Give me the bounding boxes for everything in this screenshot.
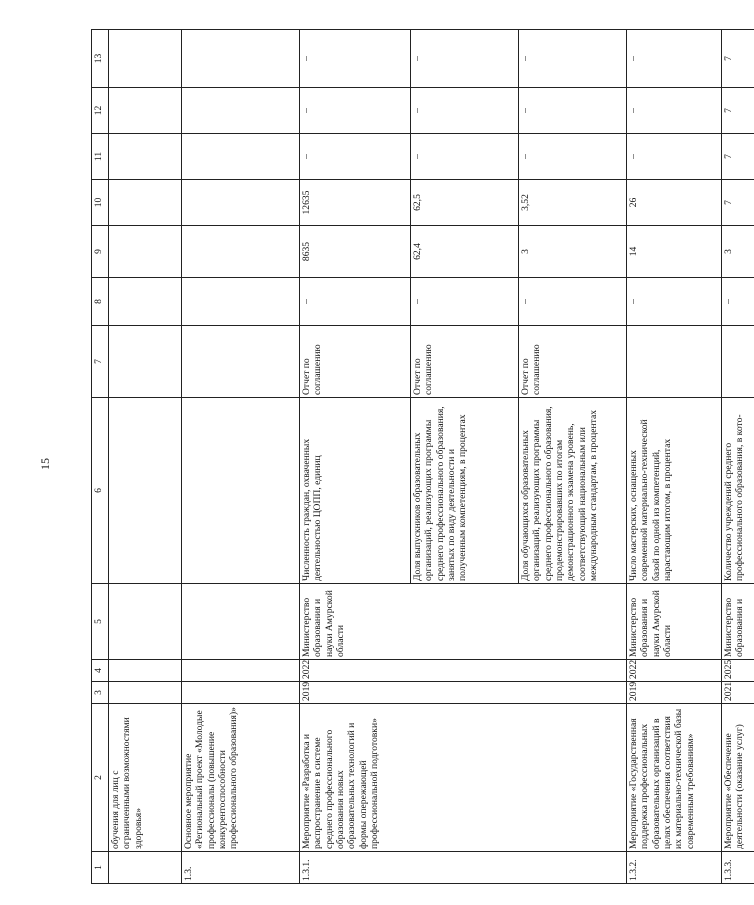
value: 7 <box>722 134 754 180</box>
value: 7 <box>722 180 754 226</box>
table-row <box>109 30 182 884</box>
header-cell: 1 <box>92 852 109 884</box>
header-cell: 8 <box>92 278 109 326</box>
value: 7 <box>722 30 754 88</box>
indicator: Доля обучающихся образовательных организаций, реализующих программы среднего профессионального образования, продемонстрировавших по итогам демонстрационного экзамена уровень, соответствующий национальным или международным стандартам, в процентах <box>519 398 627 584</box>
header-cell: 12 <box>92 88 109 134</box>
indicator: Число мастерских, оснащенных современной материально-технической базой по одной из компетенций, нарастающим итогом, в процентах <box>627 398 722 584</box>
row-id: 1.3.1. <box>300 852 627 884</box>
header-row <box>92 30 109 884</box>
table-row <box>182 30 300 884</box>
start-year: 2021 <box>722 682 754 704</box>
row-name: Мероприятие «Обеспечение деятельности (оказание услуг) <box>722 704 754 852</box>
value: – <box>411 88 519 134</box>
method: Отчет по соглашению <box>411 326 519 398</box>
table-row <box>722 30 754 884</box>
header-cell: 5 <box>92 584 109 660</box>
end-year: 2022 <box>300 660 627 682</box>
method <box>722 326 754 398</box>
start-year: 2019 <box>300 682 627 704</box>
value: – <box>519 30 627 88</box>
header-cell: 9 <box>92 226 109 278</box>
row-id: 1.3. <box>182 852 300 884</box>
end-year: 2025 <box>722 660 754 682</box>
value: – <box>722 278 754 326</box>
row-name: Мероприятие «Государственная поддержка профессиональных образовательных организаций в целях обеспечения соответствия их материально-технической базы современным требованиям» <box>627 704 722 852</box>
value: 62,4 <box>411 226 519 278</box>
method: Отчет по соглашению <box>519 326 627 398</box>
value: – <box>300 134 411 180</box>
value: – <box>300 278 411 326</box>
method <box>627 326 722 398</box>
value: 12635 <box>300 180 411 226</box>
indicator: Доля выпускников образовательных организаций, реализующих программы среднего профессионального образования, занятых по виду деятельности и полученным компетенциям, в процентах <box>411 398 519 584</box>
header-cell: 3 <box>92 682 109 704</box>
executor: Министерство образования и <box>722 584 754 660</box>
value: – <box>411 134 519 180</box>
indicator: Численность граждан, охваченных деятельностью ЦОПП, единиц <box>300 398 411 584</box>
value: 3 <box>722 226 754 278</box>
program-table <box>91 29 754 884</box>
header-cell: 2 <box>92 704 109 852</box>
header-cell: 10 <box>92 180 109 226</box>
start-year: 2019 <box>627 682 722 704</box>
value: – <box>627 278 722 326</box>
value: – <box>519 134 627 180</box>
header-cell: 6 <box>92 398 109 584</box>
table-row <box>627 30 722 884</box>
value: – <box>300 30 411 88</box>
indicator: Количество учреждений среднего профессионального образования, в кото- <box>722 398 754 584</box>
value: – <box>519 88 627 134</box>
table-row <box>300 30 411 884</box>
row-id <box>109 852 182 884</box>
value: – <box>411 278 519 326</box>
rotated-table-container <box>91 32 746 884</box>
end-year: 2022 <box>627 660 722 682</box>
executor: Министерство образования и науки Амурской области <box>627 584 722 660</box>
value: – <box>627 134 722 180</box>
header-cell: 11 <box>92 134 109 180</box>
header-cell: 13 <box>92 30 109 88</box>
value: – <box>300 88 411 134</box>
row-id: 1.3.2. <box>627 852 722 884</box>
value: 62,5 <box>411 180 519 226</box>
value: – <box>627 30 722 88</box>
row-name: обучения для лиц с ограниченными возможностями здоровья» <box>109 704 182 852</box>
value: – <box>519 278 627 326</box>
header-cell: 7 <box>92 326 109 398</box>
row-id: 1.3.3. <box>722 852 754 884</box>
page-number: 15 <box>38 458 52 470</box>
value: 8635 <box>300 226 411 278</box>
row-name: Основное мероприятие «Региональный проект «Молодые профессионалы (повышение конкурентоспособности профессионального образования)» <box>182 704 300 852</box>
value: – <box>411 30 519 88</box>
executor: Министерство образования и науки Амурской области <box>300 584 627 660</box>
value: 3 <box>519 226 627 278</box>
method: Отчет по соглашению <box>300 326 411 398</box>
value: 3,52 <box>519 180 627 226</box>
value: – <box>627 88 722 134</box>
value: 26 <box>627 180 722 226</box>
row-name: Мероприятие «Разработка и распространение в системе среднего профессионального образования новых образовательных технологий и формы опережающей профессиональной подготовки» <box>300 704 627 852</box>
value: 7 <box>722 88 754 134</box>
header-cell: 4 <box>92 660 109 682</box>
value: 14 <box>627 226 722 278</box>
